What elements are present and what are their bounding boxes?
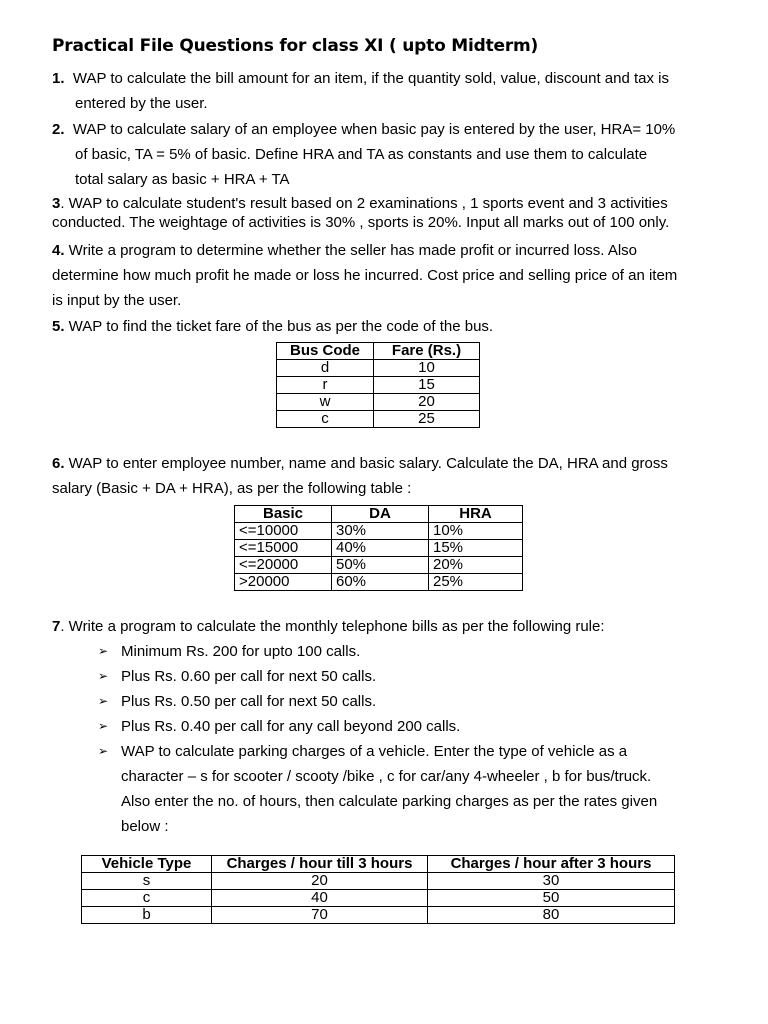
question-7 [52,614,712,639]
table-row [235,523,523,540]
table-header: Vehicle Type [82,856,212,873]
list-item [98,739,698,839]
table-cell: 20 [374,394,480,411]
table-cell: 10% [429,523,523,540]
arrow-bullet-icon: ➢ [98,719,109,733]
arrow-bullet-icon: ➢ [98,644,109,658]
list-item-text: Also enter the no. of hours, then calculate parking charges as per the rates given [121,793,658,810]
table-header: Basic [235,506,332,523]
question-text: entered by the user. [75,95,208,112]
question-text: WAP to calculate the bill amount for an item, if the quantity sold, value, discount and tax is [72,70,670,87]
list-item [98,664,698,689]
table-cell: w [277,394,374,411]
table-cell: 20 [212,873,428,890]
table-cell: 25% [429,574,523,591]
table-header-row [235,506,523,523]
table-cell: >20000 [235,574,332,591]
question-4 [52,238,712,313]
list-item-text: Minimum Rs. 200 for upto 100 calls. [121,643,361,660]
question-number: 6. [52,455,65,472]
question-text: salary (Basic + DA + HRA), as per the following table : [52,480,412,497]
table-cell: 60% [332,574,429,591]
question-text: of basic, TA = 5% of basic. Define HRA and TA as constants and use them to calculate [75,146,648,163]
list-item-text: Plus Rs. 0.50 per call for next 50 calls. [121,693,377,710]
table-cell: 50 [428,890,675,907]
question-text: determine how much profit he made or loss he incurred. Cost price and selling price of an item [52,267,678,284]
parking-charges-table [81,855,675,924]
question-number: 5. [52,318,65,335]
table-cell: 30 [428,873,675,890]
arrow-bullet-icon: ➢ [98,669,109,683]
table-cell: <=10000 [235,523,332,540]
table-row [277,394,480,411]
arrow-bullet-icon: ➢ [98,694,109,708]
table-cell: 10 [374,360,480,377]
table-cell: s [82,873,212,890]
bus-fare-table [276,342,480,428]
table-cell: b [82,907,212,924]
list-item [98,714,698,739]
list-item [98,689,698,714]
table-cell: 80 [428,907,675,924]
list-item-text: character – s for scooter / scooty /bike , c for car/any 4-wheeler , b for bus/truck. [121,768,652,785]
question-text: WAP to calculate salary of an employee when basic pay is entered by the user, HRA= 10% [72,121,676,138]
table-cell: 15 [374,377,480,394]
table-header-row [277,343,480,360]
table-row [277,360,480,377]
table-cell: r [277,377,374,394]
table-cell: d [277,360,374,377]
table-cell: <=20000 [235,557,332,574]
list-item [98,639,698,664]
table-header: Charges / hour after 3 hours [428,856,675,873]
table-cell: c [82,890,212,907]
table-cell: 40% [332,540,429,557]
question-1 [52,66,712,116]
question-number: 4. [52,242,65,259]
table-header: Fare (Rs.) [374,343,480,360]
question-6 [52,451,712,501]
table-row [82,873,675,890]
table-header: DA [332,506,429,523]
table-header-row [82,856,675,873]
table-cell: 30% [332,523,429,540]
table-header: Bus Code [277,343,374,360]
question-3 [52,194,712,232]
question-text: . Write a program to calculate the monthly telephone bills as per the following rule: [60,618,605,635]
list-item-text: below : [121,818,169,835]
question-number: 2. [52,121,65,138]
table-row [235,574,523,591]
question-text: . WAP to calculate student's result based on 2 examinations , 1 sports event and 3 activities [60,195,668,212]
table-row [277,411,480,428]
table-cell: 40 [212,890,428,907]
question-text: Write a program to determine whether the seller has made profit or incurred loss. Also [64,242,637,259]
table-cell: <=15000 [235,540,332,557]
table-row [235,557,523,574]
question-text: is input by the user. [52,292,182,309]
table-header: Charges / hour till 3 hours [212,856,428,873]
salary-table [234,505,523,591]
bullet-list [98,639,698,839]
question-5 [52,314,712,339]
list-item-text: Plus Rs. 0.40 per call for any call beyond 200 calls. [121,718,461,735]
question-2 [52,117,712,192]
question-text: total salary as basic + HRA + TA [75,171,290,188]
table-cell: c [277,411,374,428]
table-header: HRA [429,506,523,523]
list-item-text: WAP to calculate parking charges of a vehicle. Enter the type of vehicle as a [121,743,628,760]
table-cell: 25 [374,411,480,428]
table-cell: 15% [429,540,523,557]
list-item-text: Plus Rs. 0.60 per call for next 50 calls. [121,668,377,685]
table-row [82,907,675,924]
table-cell: 70 [212,907,428,924]
table-cell: 20% [429,557,523,574]
table-row [277,377,480,394]
question-number: 3 [52,195,61,212]
arrow-bullet-icon: ➢ [98,744,109,758]
page-title: Practical File Questions for class XI ( upto Midterm) [52,36,539,56]
table-cell: 50% [332,557,429,574]
table-row [235,540,523,557]
table-row [82,890,675,907]
question-text: WAP to find the ticket fare of the bus as per the code of the bus. [64,318,494,335]
question-number: 7 [52,618,61,635]
question-text: conducted. The weightage of activities is 30% , sports is 20%. Input all marks out of 100 only. [52,214,670,231]
question-text: WAP to enter employee number, name and basic salary. Calculate the DA, HRA and gross [64,455,668,472]
question-number: 1. [52,70,65,87]
